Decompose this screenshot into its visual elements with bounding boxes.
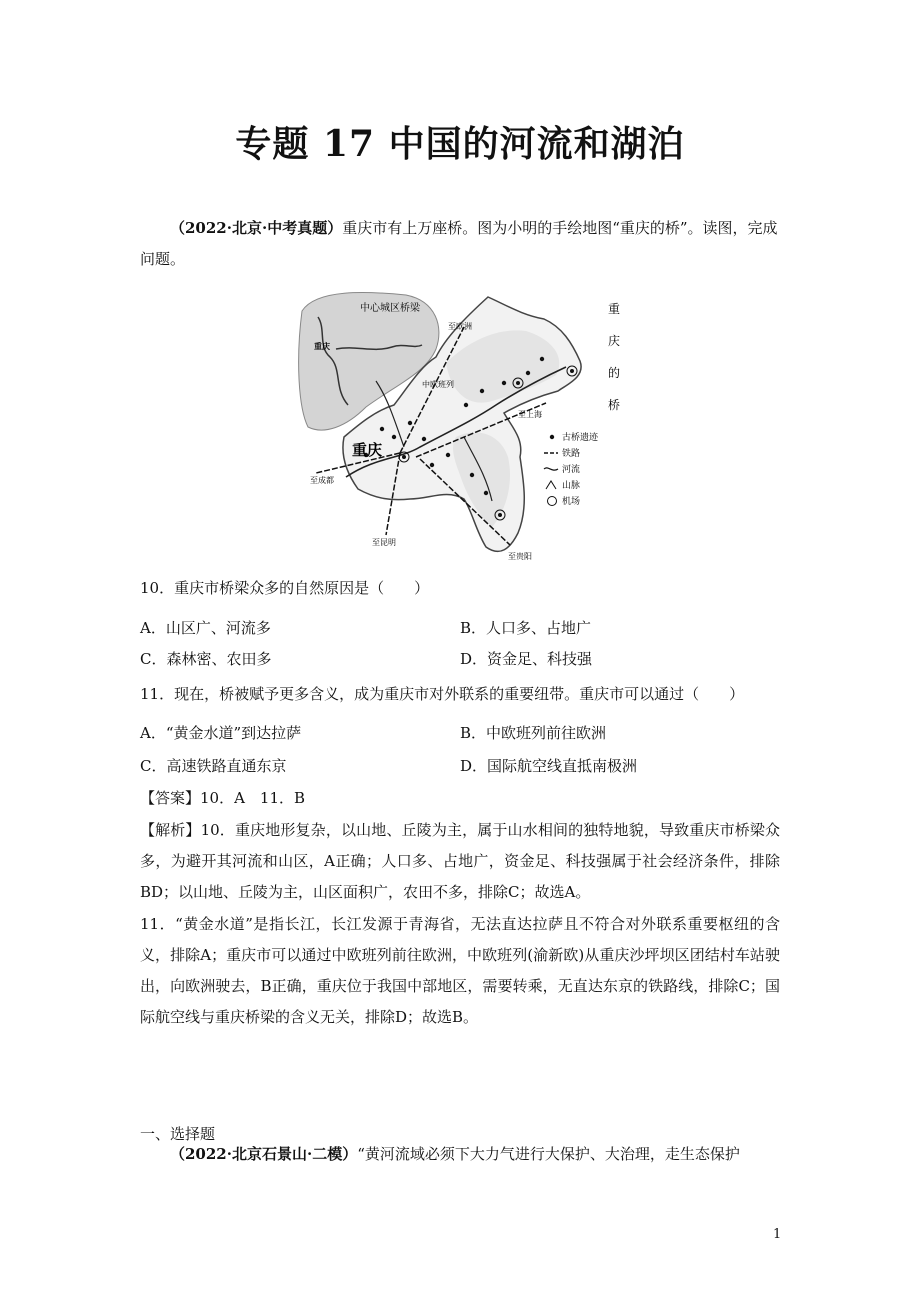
section-heading: 一、选择题 (140, 1125, 216, 1143)
intro-text: 重庆市有上万座桥。图为小明的手绘地图“重庆的桥”。读图，完成问题。 (140, 219, 778, 268)
map-title-char: 重 (608, 302, 621, 316)
question-11-option-a: A．“黄金水道”到达拉萨 (140, 724, 302, 742)
route-label-kunming: 至昆明 (372, 538, 396, 547)
map-title-char: 庆 (608, 334, 621, 348)
analysis-10: 【解析】10．重庆地形复杂，以山地、丘陵为主，属于山水相间的独特地貌，导致重庆市桥梁众多，为避开其河流和山区，A正确；人口多、占地广，资金足、科技强属于社会经济条件，排除BD；以山地、丘陵为主，山区面积广，农田不多，排除C；故选A。 (140, 821, 780, 901)
question-10-option-c: C．森林密、农田多 (140, 650, 272, 668)
question-10-option-d: D．资金足、科技强 (460, 650, 593, 668)
legend-label: 机场 (562, 497, 581, 507)
city-label: 重庆 (352, 441, 383, 459)
question-11-option-b: B．中欧班列前往欧洲 (460, 724, 607, 742)
page-number: 1 (773, 1227, 782, 1242)
route-label-guiyang: 至贵阳 (508, 552, 532, 561)
question-11-option-c: C．高速铁路直通东京 (140, 757, 287, 775)
question-10-stem: 10．重庆市桥梁众多的自然原因是（ ） (140, 579, 430, 597)
question-source: （2022·北京·中考真题） (170, 219, 343, 237)
question-11-option-d: D．国际航空线直抵南极洲 (460, 757, 638, 775)
map-title-char: 桥 (608, 398, 621, 412)
question-10-option-b: B．人口多、占地广 (460, 619, 592, 637)
legend-symbol-mountain (546, 481, 556, 489)
route-label-shanghai: 至上海 (518, 410, 542, 419)
chongqing-bridge-map (296, 287, 632, 569)
question-11-stem: 11．现在，桥被赋予更多含义，成为重庆市对外联系的重要纽带。重庆市可以通过（ ） (140, 685, 745, 703)
legend-symbol-bridge (550, 435, 554, 439)
next-question-intro (170, 1143, 790, 1164)
next-question-text: “黄河流域必须下大力气进行大保护、大治理，走生态保护 (357, 1145, 740, 1163)
map-title-char: 的 (608, 366, 621, 380)
intro-paragraph (140, 213, 780, 275)
question-source: （2022·北京石景山·二模） (170, 1145, 358, 1163)
route-label-china-europe-railway: 中欧班列 (422, 380, 454, 389)
legend-label: 河流 (562, 465, 581, 475)
answer-line: 【答案】10．A 11．B (140, 789, 306, 807)
map-legend (544, 431, 599, 507)
inset-label: 中心城区桥梁 (360, 303, 420, 314)
route-label-europe: 至欧洲 (448, 322, 472, 331)
legend-label: 铁路 (562, 449, 581, 459)
analysis-11: 11．“黄金水道”是指长江，长江发源于青海省，无法直达拉萨且不符合对外联系重要枢纽的含义，排除A；重庆市可以通过中欧班列前往欧洲，中欧班列(渝新欧)从重庆沙坪坝区团结村车站驶出，向欧洲驶去，B正确，重庆位于我国中部地区，需要转乘，无直达东京的铁路线，排除C；国际航空线与重庆桥梁的含义无关，排除D；故选B。 (140, 915, 780, 1026)
legend-label: 山脉 (562, 481, 581, 491)
legend-label: 古桥遗迹 (562, 433, 599, 443)
legend-symbol-airport (548, 497, 557, 506)
inset-city-label: 重庆 (314, 342, 330, 351)
page-title: 专题 17 中国的河流和湖泊 (235, 123, 685, 165)
legend-symbol-river (544, 468, 558, 470)
question-10-option-a: A．山区广、河流多 (140, 619, 271, 637)
route-label-chengdu: 至成都 (310, 476, 334, 485)
